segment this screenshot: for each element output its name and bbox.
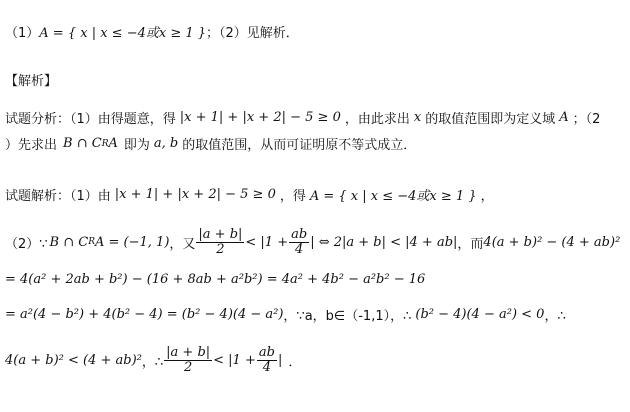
solution-expr-5a: 4(a + b)² < (4 + ab)² bbox=[5, 352, 142, 368]
fraction-numerator: ab bbox=[258, 345, 275, 360]
fraction-ab-over-4 bbox=[257, 346, 277, 374]
solution-line-1 bbox=[5, 185, 494, 204]
fraction-denominator: 4 bbox=[295, 241, 304, 257]
answer-part1-label: （1） bbox=[5, 26, 40, 41]
solution-text-2b: ，又 bbox=[169, 236, 196, 252]
answer-set-A: A = { x | x ≤ −4或x ≥ 1 } bbox=[39, 26, 207, 41]
analysis-var-A2: A bbox=[108, 136, 118, 151]
analysis-line-2 bbox=[5, 134, 416, 153]
solution-lt-2: < |1 + bbox=[213, 352, 256, 368]
analysis-text-2c: 的取值范围，从而可证明原不等式成立． bbox=[182, 138, 417, 153]
solution-tail-expr: 4(a + b)² − (4 + ab)² bbox=[483, 234, 621, 250]
solution-set-A: A = { x | x ≤ −4或x ≥ 1 } bbox=[309, 189, 477, 204]
solution-abs-close: | bbox=[277, 352, 283, 368]
analysis-text-2b: 即为 bbox=[123, 138, 150, 153]
analysis-var-ab: a, b bbox=[153, 136, 179, 151]
solution-expr-2b: A = (−1, 1) bbox=[95, 234, 170, 250]
fraction-denominator: 2 bbox=[184, 359, 193, 375]
solution-text-4d: ，∴ bbox=[544, 309, 566, 324]
analysis-sub-R: R bbox=[101, 138, 109, 149]
answer-line bbox=[5, 22, 299, 41]
fraction-denominator: 4 bbox=[262, 359, 272, 375]
analysis-text-1a: 试题分析：（1）由得题意，得 bbox=[5, 112, 176, 127]
fraction-denominator: 2 bbox=[216, 241, 225, 257]
analysis-line-1 bbox=[5, 108, 600, 127]
fraction-abs-sum-over-2 bbox=[164, 346, 212, 374]
fraction-ab-over-4 bbox=[289, 228, 309, 256]
solution-expr-4a: = a²(4 − b²) + 4(b² − 4) = (b² − 4)(4 − a²) bbox=[5, 307, 284, 322]
analysis-text-2a: ）先求出 bbox=[5, 138, 58, 153]
analysis-expr-2: B ∩ C bbox=[63, 136, 102, 151]
solution-text-1a: 试题解析：（1）由 bbox=[5, 189, 111, 204]
analysis-var-x: x bbox=[413, 110, 422, 125]
analysis-text-1b: ，由此求出 bbox=[344, 112, 410, 127]
solution-end-dot: ． bbox=[288, 354, 302, 370]
solution-sub-R: R bbox=[88, 237, 95, 248]
solution-expr-4c: (b² − 4)(4 − a²) < 0 bbox=[415, 307, 545, 322]
solution-text-2c: ，而 bbox=[457, 236, 484, 252]
solution-text-1b: ，得 bbox=[279, 189, 306, 204]
solution-text-5b: ，∴ bbox=[141, 354, 164, 370]
solution-line-3: = 4(a² + 2ab + b²) − (16 + 8ab + a²b²) = 4a² + 4b² − a²b² − 16 bbox=[5, 272, 426, 287]
solution-expr-1: |x + 1| + |x + 2| − 5 ≥ 0 bbox=[114, 187, 276, 202]
solution-text-1c: ， bbox=[480, 189, 494, 204]
solution-line-4 bbox=[5, 305, 566, 324]
solution-expr-2: B ∩ C bbox=[49, 234, 89, 250]
solution-text-2a: （2）∵ bbox=[5, 236, 48, 252]
fraction-numerator: ab bbox=[291, 227, 308, 242]
analysis-heading: 【解析】 bbox=[5, 74, 58, 89]
analysis-expr-1: |x + 1| + |x + 2| − 5 ≥ 0 bbox=[179, 110, 341, 125]
solution-text-4b: ，∵a，b∈（-1,1），∴ bbox=[283, 309, 412, 324]
analysis-var-A: A bbox=[559, 110, 569, 125]
solution-line-2 bbox=[5, 228, 620, 256]
fraction-abs-sum-over-2 bbox=[196, 228, 244, 256]
solution-lt-1: < |1 + bbox=[245, 234, 289, 250]
fraction-numerator: |a + b| bbox=[166, 345, 211, 360]
solution-line-5 bbox=[5, 346, 301, 374]
analysis-text-1d: ；（2 bbox=[572, 112, 601, 127]
fraction-numerator: |a + b| bbox=[198, 227, 243, 242]
analysis-text-1c: 的取值范围即为定义域 bbox=[425, 112, 556, 127]
answer-part2-label: ；（2）见解析． bbox=[206, 26, 299, 41]
solution-equivalence: | ⇔ 2|a + b| < |4 + ab| bbox=[310, 234, 458, 250]
